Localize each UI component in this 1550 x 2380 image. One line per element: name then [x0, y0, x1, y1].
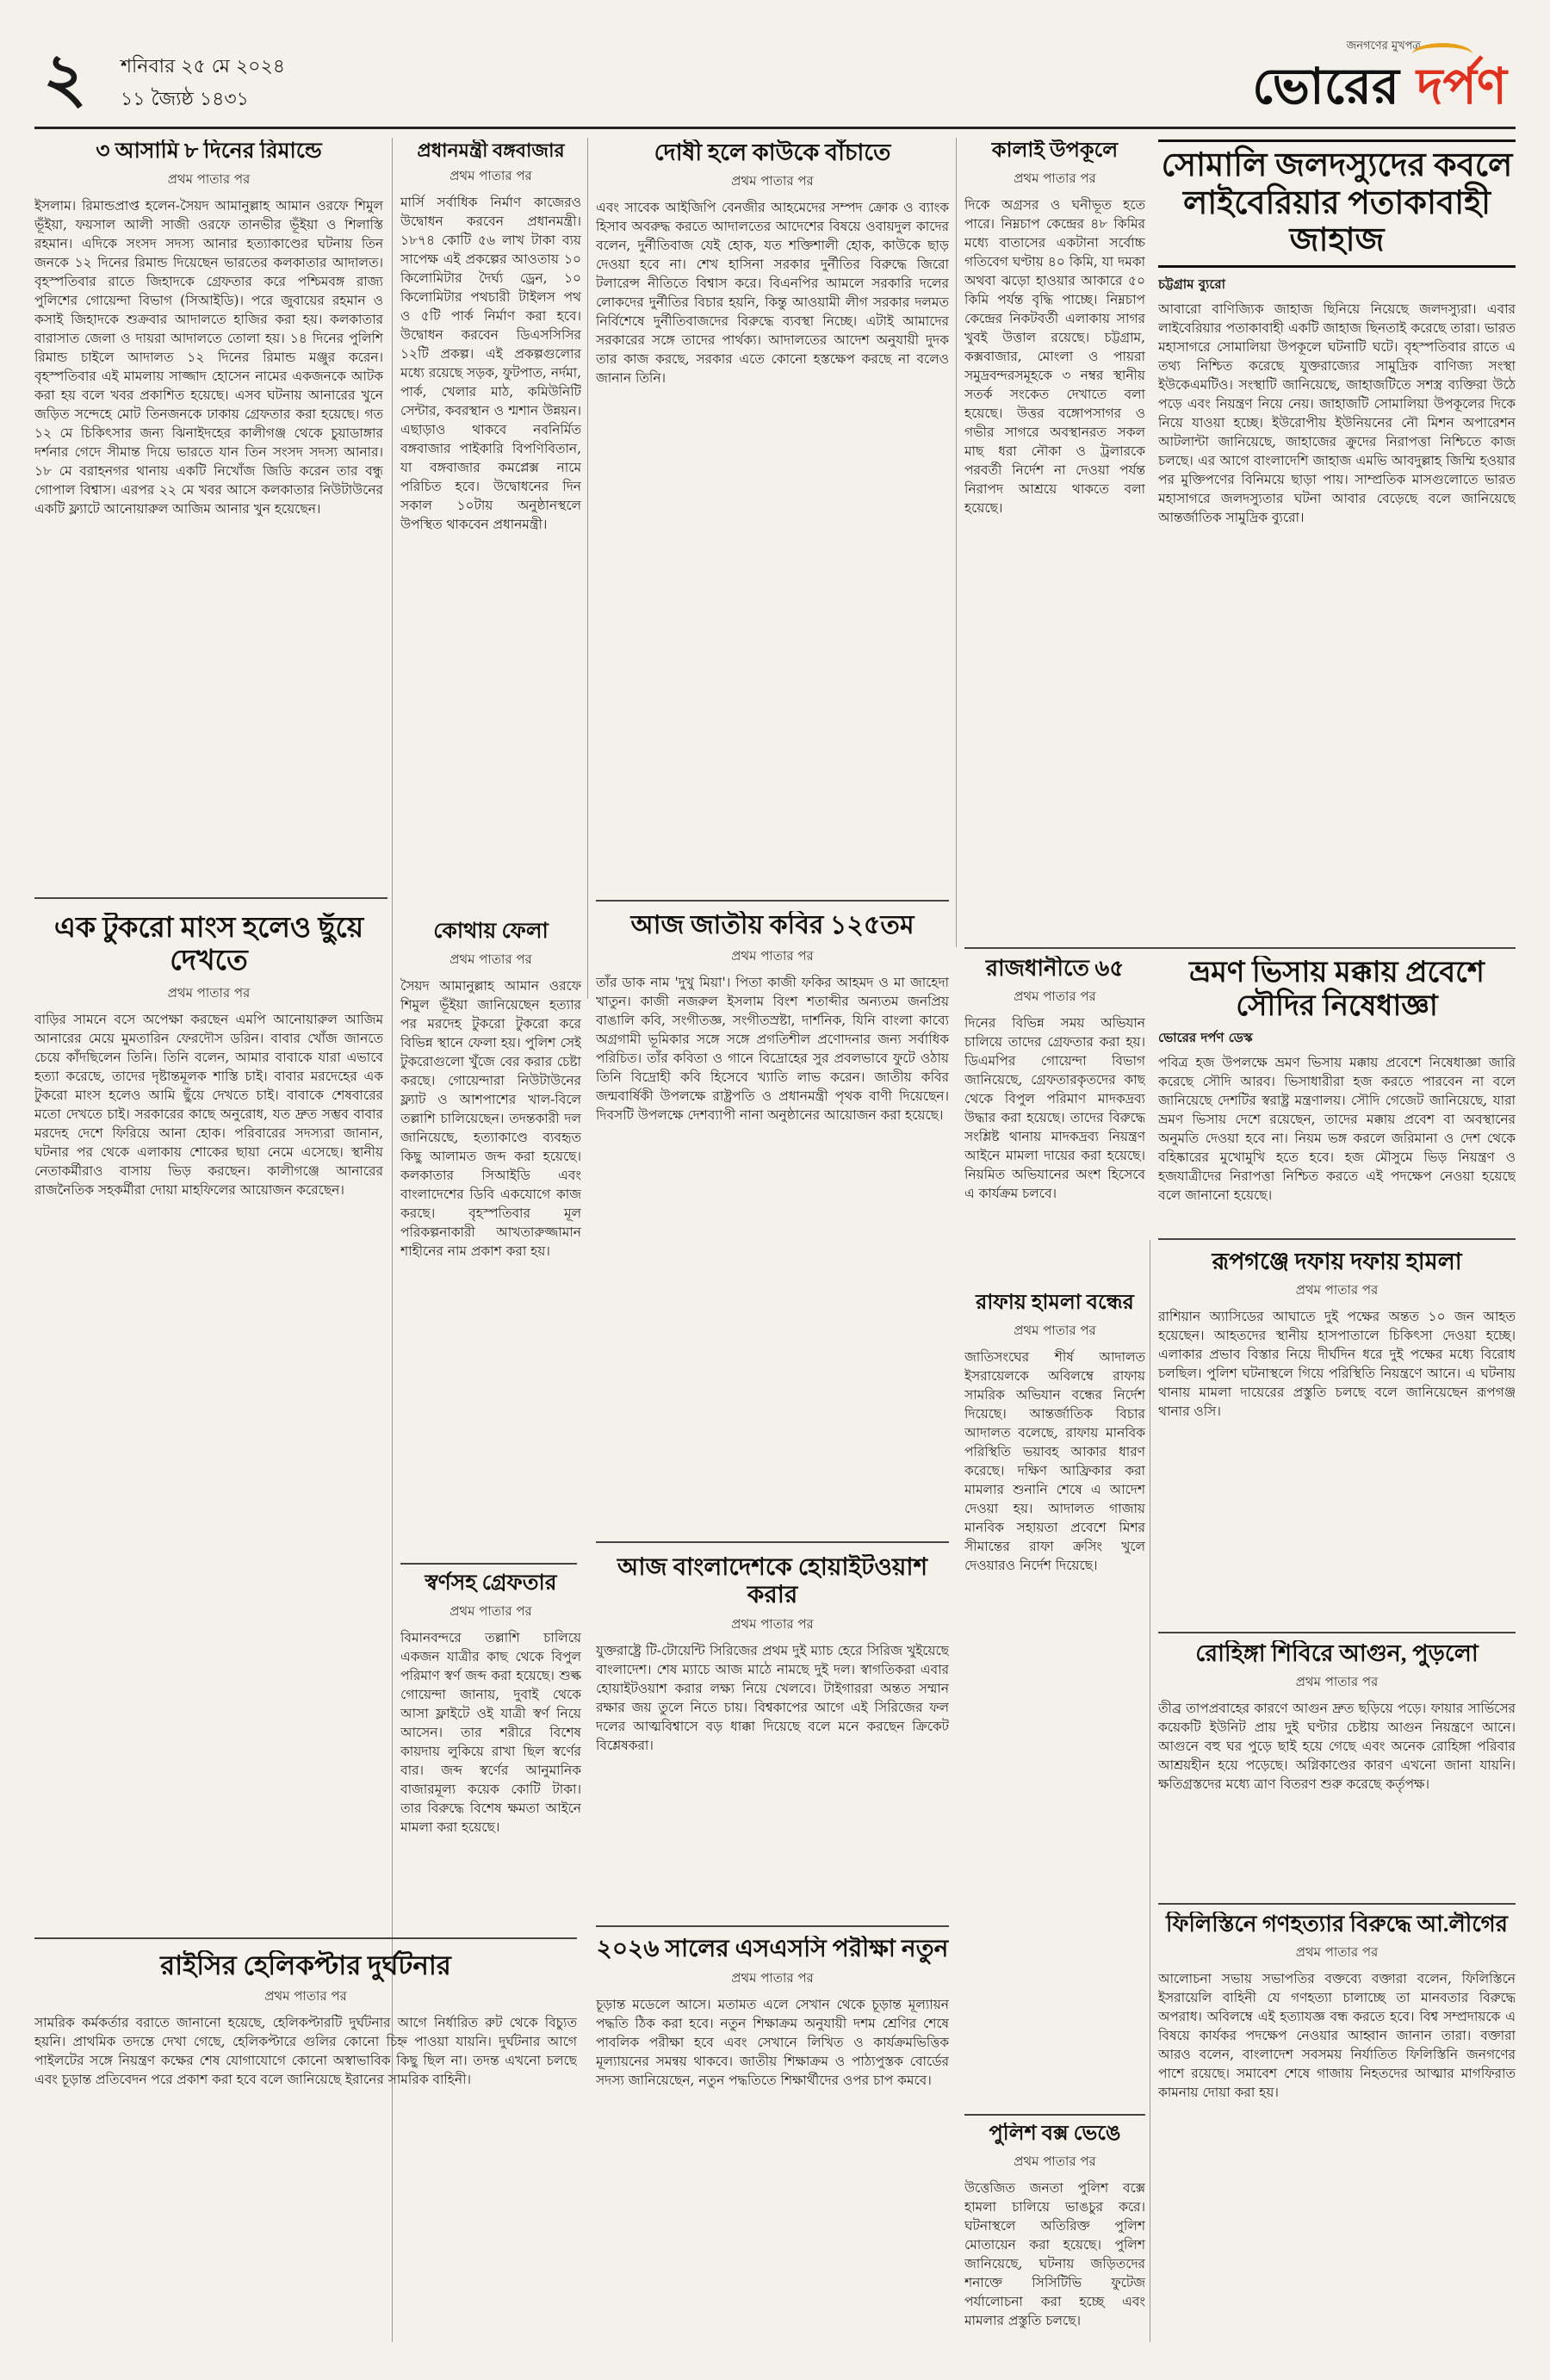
column-divider	[956, 138, 957, 947]
story-headline: রোহিঙ্গা শিবিরে আগুন, পুড়লো	[1195, 1640, 1479, 1666]
story-body: সামরিক কর্মকর্তার বরাতে জানানো হয়েছে, হেলিকপ্টারটি দুর্ঘটনার আগে নির্ধারিত রুট থেকে বিচ্যুত হয়নি। প্রাথমিক তদন্তে দেখা গেছে, হেলিকপ্টারে গুলির কোনো চিহ্ন পাওয়া যায়নি। দুর্ঘটনার আগে পাইলটের সঙ্গে নিয়ন্ত্রণ কক্ষের শেষ যোগাযোগে কোনো অস্বাভাবিক কিছু ছিল না। তদন্ত এখনো চলছে এবং চূড়ান্ত প্রতিবেদন পরে প্রকাশ করা হবে বলে জানিয়েছে ইরানের সামরিক বাহিনী।	[34, 2014, 577, 2087]
story-headline: পুলিশ বক্স ভেঙে	[989, 2123, 1121, 2145]
story-kicker: প্রথম পাতার পর	[1014, 170, 1096, 186]
story-palestine	[1158, 1912, 1516, 2351]
page-header	[34, 34, 1516, 129]
story-divider	[964, 2114, 1145, 2116]
story-headline: কালাই উপকূলে	[991, 139, 1119, 162]
story-shorno	[400, 1571, 581, 1924]
story-rupganj	[1158, 1249, 1516, 1627]
brand-name-part1: ভোরের	[1252, 57, 1399, 115]
story-helicopter	[34, 1950, 577, 2346]
story-divider	[964, 947, 1516, 949]
story-ssc	[596, 1936, 949, 2349]
story-somali	[1158, 139, 1516, 940]
story-kicker: প্রথম পাতার পর	[1295, 1943, 1379, 1960]
story-body: সৈয়দ আমানুল্লাহ আমান ওরফে শিমুল ভূঁইয়া জানিয়েছেন হত্যার পর মরদেহ টুকরো টুকরো করে বিভিন্ন স্থানে ফেলা হয়। পুলিশ সেই টুকরোগুলো খুঁজে বের করার চেষ্টা করছে। গোয়েন্দারা নিউটাউনের ফ্ল্যাট ও আশপাশের খাল-বিলে তল্লাশি চালিয়েছেন। তদন্তকারী দল জানিয়েছে, হত্যাকাণ্ডে ব্যবহৃত কিছু আলামত জব্দ করা হয়েছে। কলকাতার সিআইডি এবং বাংলাদেশের ডিবি একযোগে কাজ করছে। বৃহস্পতিবার মূল পরিকল্পনাকারী আখতারুজ্জামান শাহীনের নাম প্রকাশ করা হয়।	[400, 977, 581, 1259]
story-divider	[1158, 1238, 1516, 1240]
story-headline: ভ্রমণ ভিসায় মক্কায় প্রবেশে সৌদির নিষেধাজ্ঞা	[1189, 957, 1485, 1023]
headline-box	[1158, 139, 1516, 268]
story-divider	[596, 900, 949, 902]
story-police	[964, 2123, 1145, 2351]
story-body: উত্তেজিত জনতা পুলিশ বক্সে হামলা চালিয়ে ভাঙচুর করে। ঘটনাস্থলে অতিরিক্ত পুলিশ মোতায়েন করা হয়েছে। পুলিশ জানিয়েছে, ঘটনায় জড়িতদের শনাক্তে সিসিটিভি ফুটেজ পর্যালোচনা করা হচ্ছে এবং মামলার প্রস্তুতি চলছে।	[964, 2179, 1145, 2328]
masthead-logo	[1231, 38, 1507, 124]
story-headline: রাজধানীতে ৬৫	[985, 956, 1125, 981]
story-divider	[1158, 1903, 1516, 1905]
story-nazrul	[596, 911, 949, 1535]
story-divider	[596, 1925, 949, 1927]
story-headline: ২০২৬ সালের এসএসসি পরীক্ষা নতুন	[596, 1936, 949, 1962]
story-body: দিনের বিভিন্ন সময় অভিযান চালিয়ে তাদের গ্রেফতার করা হয়। ডিএমপির গোয়েন্দা বিভাগ জানিয়েছে, গ্রেফতারকৃতদের কাছ থেকে বিপুল পরিমাণ মাদকদ্রব্য উদ্ধার করা হয়েছে। তাদের বিরুদ্ধে সংশ্লিষ্ট থানায় মাদকদ্রব্য নিয়ন্ত্রণ আইনে মামলা দায়ের করা হয়েছে। নিয়মিত অভিযানের অংশ হিসেবে এ কার্যক্রম চলবে।	[964, 1014, 1145, 1201]
story-body: দিকে অগ্রসর ও ঘনীভূত হতে পারে। নিম্নচাপ কেন্দ্রের ৪৮ কিমির মধ্যে বাতাসের একটানা সর্বোচ্চ গতিবেগ ঘণ্টায় ৪০ কিমি, যা দমকা অথবা ঝড়ো হাওয়ার আকারে ৫০ কিমি পর্যন্ত বৃদ্ধি পাচ্ছে। নিম্নচাপ কেন্দ্রের নিকটবর্তী এলাকায় সাগর খুবই উত্তাল রয়েছে। চট্টগ্রাম, কক্সবাজার, মোংলা ও পায়রা সমুদ্রবন্দরসমূহকে ৩ নম্বর স্থানীয় সতর্ক সংকেত দেখাতে বলা হয়েছে। উত্তর বঙ্গোপসাগর ও গভীর সাগরে অবস্থানরত সকল মাছ ধরা নৌকা ও ট্রলারকে পরবর্তী নির্দেশ না দেওয়া পর্যন্ত নিরাপদ আশ্রয়ে থাকতে বলা হয়েছে।	[964, 196, 1145, 516]
story-kicker: প্রথম পাতার পর	[731, 1616, 814, 1633]
story-headline: ফিলিস্তিনে গণহত্যার বিরুদ্ধে আ.লীগের	[1166, 1912, 1508, 1937]
story-body: ইসলাম। রিমান্ডপ্রাপ্ত হলেন-সৈয়দ আমানুল্লাহ আমান ওরফে শিমুল ভূঁইয়া, ফয়সাল আলী সাজী ওরফে তানভীর ভূঁইয়া ও শিলাস্তি রহমান। এদিকে সংসদ সদস্য আনার হত্যাকাণ্ডের ঘটনায় তিন জনকে ১২ দিনের রিমান্ড দিয়েছেন ভারতের কলকাতার আদালত। বৃহস্পতিবার রাতে জিহাদকে গ্রেফতার করে পশ্চিমবঙ্গ রাজ্য পুলিশের গোয়েন্দা বিভাগ (সিআইডি)। পরে জুবায়ের রহমান ও কসাই জিহাদকে শুক্রবার আদালতে হাজির করা হয়। কলকাতার বারাসাত জেলা ও দায়রা আদালতে তোলা হয়। ১৪ দিনের পুলিশি রিমান্ড চাইলে আদালত ১২ দিনের রিমান্ড মঞ্জুর করেন। বৃহস্পতিবার এই মামলায় সাজ্জাদ হোসেন নামের একজনকে আটক করা হয় বলে খবর প্রকাশিত হয়েছে। এসব ঘটনায় আনারের খুনে জড়িত সন্দেহে মোট তিনজনকে ঢাকায় গ্রেফতার করা হয়েছে। গত ১২ মে চিকিৎসার জন্য ঝিনাইদহের কালীগঞ্জ থেকে চুয়াডাঙ্গার দর্শনার গেদে সীমান্ত দিয়ে ভারতে যান তিন সংসদ সদস্য আনার। ১৮ মে বরাহনগর থানায় একটি নিখোঁজ জিডি করেন তার বন্ধু গোপাল বিশ্বাস। এরপর ২২ মে খবর আসে কলকাতার নিউটাউনের একটি ফ্ল্যাটে আনোয়ারুল আজিম আনার খুন হয়েছেন।	[34, 197, 383, 517]
story-headline: কোথায় ফেলা	[433, 920, 549, 943]
masthead-swoosh-icon	[1412, 43, 1472, 65]
story-mangsho	[34, 913, 383, 1929]
story-kicker: প্রথম পাতার পর	[1295, 1674, 1379, 1690]
story-kicker: প্রথম পাতার পর	[1014, 988, 1096, 1004]
story-divider	[34, 897, 388, 899]
story-byline: ভোরের দর্পণ ডেস্ক	[1158, 1030, 1253, 1046]
story-remand	[34, 139, 383, 897]
story-headline: রূপগঞ্জে দফায় দফায় হামলা	[1212, 1249, 1462, 1274]
story-kicker: প্রথম পাতার পর	[450, 168, 532, 184]
story-headline: স্বর্ণসহ গ্রেফতার	[425, 1571, 557, 1595]
story-kicker: প্রথম পাতার পর	[450, 1602, 532, 1619]
story-kicker: প্রথম পাতার পর	[731, 1970, 814, 1986]
story-kicker: প্রথম পাতার পর	[1295, 1282, 1379, 1298]
column-divider	[587, 138, 588, 999]
story-kalai	[964, 139, 1145, 949]
story-body: চূড়ান্ত মডেলে আসে। মতামত এলে সেখান থেকে চূড়ান্ত মূল্যায়ন পদ্ধতি ঠিক করা হবে। নতুন শিক্ষাক্রম অনুযায়ী দশম শ্রেণির শেষে পাবলিক পরীক্ষা হবে এবং সেখানে লিখিত ও কার্যক্রমভিত্তিক মূল্যায়নের সমন্বয় থাকবে। জাতীয় শিক্ষাক্রম ও পাঠ্যপুস্তক বোর্ডের সদস্য জানিয়েছেন, নতুন পদ্ধতিতে শিক্ষার্থীদের ওপর চাপ কমবে।	[596, 1997, 949, 2089]
story-doshi	[596, 139, 949, 897]
story-divider	[34, 1937, 577, 1939]
story-divider	[596, 1541, 949, 1543]
story-headline: রাইসির হেলিকপ্টার দুর্ঘটনার	[160, 1950, 451, 1980]
brand-name	[1252, 57, 1507, 115]
story-kicker: প্রথম পাতার পর	[1014, 2153, 1096, 2169]
story-headline: এক টুকরো মাংস হলেও ছুঁয়ে দেখতে	[53, 913, 364, 976]
story-body: আলোচনা সভায় সভাপতির বক্তব্যে বক্তারা বলেন, ফিলিস্তিনে ইসরায়েলি বাহিনী যে গণহত্যা চালাচ্ছে তা মানবতার বিরুদ্ধে অপরাধ। অবিলম্বে এই হত্যাযজ্ঞ বন্ধ করতে হবে। বিশ্ব সম্প্রদায়কে এ বিষয়ে কার্যকর পদক্ষেপ নেওয়ার আহ্বান জানান তারা। বক্তারা আরও বলেন, বাংলাদেশ সবসময় নির্যাতিত ফিলিস্তিনি জনগণের পাশে রয়েছে। সমাবেশ শেষে গাজায় নিহতদের আত্মার মাগফিরাত কামনায় দোয়া করা হয়।	[1158, 1970, 1516, 2100]
story-kicker: প্রথম পাতার পর	[167, 984, 251, 1001]
story-headline: প্রধানমন্ত্রী বঙ্গবাজার	[417, 139, 565, 161]
page-number: ২	[43, 39, 87, 117]
story-headline: ৩ আসামি ৮ দিনের রিমান্ডে	[96, 139, 322, 163]
story-headline: দোষী হলে কাউকে বাঁচাতে	[654, 139, 891, 165]
story-body: জাতিসংঘের শীর্ষ আদালত ইসরায়েলকে অবিলম্বে রাফায় সামরিক অভিযান বন্ধের নির্দেশ দিয়েছে। আন্তর্জাতিক বিচার আদালত বলেছে, রাফায় মানবিক পরিস্থিতি ভয়াবহ আকার ধারণ করেছে। দক্ষিণ আফ্রিকার করা মামলার শুনানি শেষে এ আদেশ দেওয়া হয়। আদালত গাজায় মানবিক সহায়তা প্রবেশে মিশর সীমান্তের রাফা ক্রসিং খুলে দেওয়ারও নির্দেশ দিয়েছে।	[964, 1348, 1145, 1573]
story-body: বিমানবন্দরে তল্লাশি চালিয়ে একজন যাত্রীর কাছ থেকে বিপুল পরিমাণ স্বর্ণ জব্দ করা হয়েছে। শুল্ক গোয়েন্দা জানায়, দুবাই থেকে আসা ফ্লাইটে ওই যাত্রী স্বর্ণ নিয়ে আসেন। তার শরীরে বিশেষ কায়দায় লুকিয়ে রাখা ছিল স্বর্ণের বার। জব্দ স্বর্ণের আনুমানিক বাজারমূল্য কয়েক কোটি টাকা। তার বিরুদ্ধে বিশেষ ক্ষমতা আইনে মামলা করা হয়েছে।	[400, 1629, 581, 1835]
story-rohingya	[1158, 1640, 1516, 1899]
story-divider	[1158, 1632, 1516, 1633]
story-whitewash	[596, 1554, 949, 1916]
story-kicker: প্রথম পাতার পর	[731, 947, 814, 964]
story-kicker: প্রথম পাতার পর	[450, 951, 532, 967]
story-kothay	[400, 920, 581, 1557]
story-headline: রাফায় হামলা বন্ধের	[976, 1292, 1134, 1314]
story-body: এবং সাবেক আইজিপি বেনজীর আহমেদের সম্পদ ক্রোক ও ব্যাংক হিসাব অবরুদ্ধ করতে আদালতের আদেশের বিষয়ে ওবায়দুল কাদের বলেন, দুর্নীতিবাজ যেই হোক, যত শক্তিশালী হোক, কাউকে ছাড় দেওয়া হবে না। শেখ হাসিনা সরকার দুর্নীতির বিরুদ্ধে জিরো টলারেন্স নীতিতে বিশ্বাস করে। বিএনপির আমলে সরকারি দলের লোকদের দুর্নীতির বিচার হয়নি, কিন্তু আওয়ামী লীগ সরকার দলমত নির্বিশেষে দুর্নীতিবাজদের বিরুদ্ধে ব্যবস্থা নিচ্ছে। এটাই আমাদের সরকারের সঙ্গে তাদের পার্থক্য। আদালতের আদেশ অনুযায়ী দুদক তার কাজ করছে, সরকার এতে কোনো হস্তক্ষেপ করছে না বলেও জানান তিনি।	[596, 200, 949, 387]
story-headline: আজ বাংলাদেশকে হোয়াইটওয়াশ করার	[617, 1554, 928, 1609]
story-body: পবিত্র হজ উপলক্ষে ভ্রমণ ভিসায় মক্কায় প্রবেশে নিষেধাজ্ঞা জারি করেছে সৌদি আরব। ভিসাধারীরা হজ করতে পারবেন না বলে জানিয়েছে দেশটির স্বরাষ্ট্র মন্ত্রণালয়। সৌদি গেজেট জানিয়েছে, যারা ভ্রমণ ভিসায় দেশে রয়েছেন, তাদের মক্কায় প্রবেশ বা অবস্থানের অনুমতি দেওয়া হবে না। নিয়ম ভঙ্গ করলে জরিমানা ও দেশ থেকে বহিষ্কারের মুখোমুখি হতে হবে। হজ মৌসুমে ভিড় নিয়ন্ত্রণ ও হজযাত্রীদের নিরাপত্তা নিশ্চিত করতে এই পদক্ষেপ নেওয়া হয়েছে বলে জানানো হয়েছে।	[1158, 1055, 1516, 1204]
story-byline: চট্টগ্রাম ব্যুরো	[1158, 276, 1226, 293]
story-headline: সোমালি জলদস্যুদের কবলে লাইবেরিয়ার পতাকাবাহী জাহাজ	[1161, 147, 1513, 259]
story-umrah	[1158, 956, 1516, 1231]
brand-tagline: জনগণের মুখপত্র	[1346, 40, 1421, 53]
story-bangabazar	[400, 139, 581, 897]
story-body: আবারো বাণিজ্যিক জাহাজ ছিনিয়ে নিয়েছে জলদস্যুরা। এবার লাইবেরিয়ার পতাকাবাহী একটি জাহাজ ছিনতাই করেছে তারা। ভারত মহাসাগরে সোমালিয়া উপকূলে ঘটনাটি ঘটে। বৃহস্পতিবার রাতে এ তথ্য নিশ্চিত করেছে যুক্তরাজ্যের সামুদ্রিক বাণিজ্য সংস্থা ইউকেএমটিও। সংস্থাটি জানিয়েছে, জাহাজটিতে সশস্ত্র ব্যক্তিরা উঠে পড়ে এবং নিয়ন্ত্রণ নিয়ে নেয়। জাহাজটি সোমালিয়া উপকূলের দিকে নিয়ে যাওয়া হচ্ছে। ইউরোপীয় ইউনিয়নের নৌ মিশন অপারেশন আটলান্টা জানিয়েছে, জাহাজের ক্রুদের নিরাপত্তা নিশ্চিতে কাজ চলছে। এর আগে বাংলাদেশি জাহাজ এমভি আবদুল্লাহ জিম্মি হওয়ার পর মুক্তিপণের বিনিময়ে ছাড়া পায়। সাম্প্রতিক মাসগুলোতে ভারত মহাসাগরে জলদস্যুতার ঘটনা আবার বেড়েছে বলে জানিয়েছে আন্তর্জাতিক সামুদ্রিক ব্যুরো।	[1158, 301, 1516, 526]
story-headline: আজ জাতীয় কবির ১২৫তম	[630, 911, 914, 939]
story-rafah	[964, 1292, 1145, 2110]
story-kicker: প্রথম পাতার পর	[731, 173, 814, 189]
story-body: রাশিয়ান অ্যাসিডের আঘাতে দুই পক্ষের অন্তত ১০ জন আহত হয়েছেন। আহতদের স্থানীয় হাসপাতালে চিকিৎসা দেওয়া হচ্ছে। এলাকার প্রভাব বিস্তার নিয়ে দীর্ঘদিন ধরে দুই পক্ষের মধ্যে বিরোধ চলছিল। পুলিশ ঘটনাস্থলে গিয়ে পরিস্থিতি নিয়ন্ত্রণে আনে। এ ঘটনায় থানায় মামলা দায়েরের প্রস্তুতি চলছে বলে জানিয়েছেন রূপগঞ্জ থানার ওসি।	[1158, 1309, 1516, 1420]
story-body: তাঁর ডাক নাম 'দুখু মিয়া'। পিতা কাজী ফকির আহমদ ও মা জাহেদা খাতুন। কাজী নজরুল ইসলাম বিংশ শতাব্দীর অন্যতম জনপ্রিয় বাঙালি কবি, সংগীতজ্ঞ, সংগীতস্রষ্টা, দার্শনিক, যিনি বাংলা কাব্যে অগ্রগামী ভূমিকার সঙ্গে সঙ্গে প্রগতিশীল প্রণোদনার জন্য সর্বাধিক পরিচিত। তাঁর কবিতা ও গানে বিদ্রোহের সুর প্রবলভাবে ফুটে ওঠায় তিনি বিদ্রোহী কবি হিসেবে খ্যাতি লাভ করেন। জাতীয় কবির জন্মবার্ষিকী উপলক্ষে রাষ্ট্রপতি ও প্রধানমন্ত্রী পৃথক বাণী দিয়েছেন। দিবসটি উপলক্ষে দেশব্যাপী নানা অনুষ্ঠানের আয়োজন করা হয়েছে।	[596, 974, 949, 1123]
story-body: তীব্র তাপপ্রবাহের কারণে আগুন দ্রুত ছড়িয়ে পড়ে। ফায়ার সার্ভিসের কয়েকটি ইউনিট প্রায় দুই ঘণ্টার চেষ্টায় আগুন নিয়ন্ত্রণে আনে। আগুনে বহু ঘর পুড়ে ছাই হয়ে গেছে এবং অনেক রোহিঙ্গা পরিবার আশ্রয়হীন হয়ে পড়েছে। অগ্নিকাণ্ডের কারণ এখনো জানা যায়নি। ক্ষতিগ্রস্তদের মধ্যে ত্রাণ বিতরণ শুরু করেছে কর্তৃপক্ষ।	[1158, 1701, 1516, 1793]
story-kicker: প্রথম পাতার পর	[167, 170, 251, 187]
publication-date: শনিবার ২৫ মে ২০২৪	[121, 56, 286, 77]
story-body: মার্সি সর্বাধিক নির্মাণ কাজেরও উদ্বোধন করবেন প্রধানমন্ত্রী। ১৮৭৪ কোটি ৫৬ লাখ টাকা ব্যয় সাপেক্ষ এই প্রকল্পের আওতায় ১০ কিলোমিটার দৈর্ঘ্য ড্রেন, ১০ কিলোমিটার পথচারী টাইলস পথ ও ৫টি পার্ক নির্মাণ করা হবে। উদ্বোধন করবেন ডিএসসিসির ১২টি প্রকল্প। এই প্রকল্পগুলোর মধ্যে রয়েছে সড়ক, ফুটপাত, নর্দমা, পার্ক, খেলার মাঠ, কমিউনিটি সেন্টার, কবরস্থান ও শ্মশান উন্নয়ন। এছাড়াও থাকবে নবনির্মিত বঙ্গবাজার পাইকারি বিপণিবিতান, যা বঙ্গবাজার কমপ্লেক্স নামে পরিচিত হবে। উদ্বোধনের দিন সকাল ১০টায় অনুষ্ঠানস্থলে উপস্থিত থাকবেন প্রধানমন্ত্রী।	[400, 195, 581, 533]
story-body: বাড়ির সামনে বসে অপেক্ষা করছেন এমপি আনোয়ারুল আজিম আনারের মেয়ে মুমতারিন ফেরদৌস ডরিন। বাবার খোঁজ জানতে চেয়ে কাঁদছিলেন তিনি। তিনি বলেন, আমার বাবাকে যারা এভাবে হত্যা করেছে, তাদের দৃষ্টান্তমূলক শাস্তি চাই। বাবার মরদেহের এক টুকরো মাংস হলেও আমি ছুঁয়ে দেখতে চাই। বাবাকে শেষবারের মতো দেখতে চাই। সরকারের কাছে অনুরোধ, যত দ্রুত সম্ভব বাবার মরদেহ দেশে ফিরিয়ে আনা হোক। পরিবারের সদস্যরা জানান, ঘটনার পর থেকে এলাকায় শোকের ছায়া নেমে এসেছে। স্থানীয় নেতাকর্মীরাও বাসায় ভিড় করছেন। কালীগঞ্জে আনারের রাজনৈতিক সহকর্মীরা দোয়া মাহফিলের আয়োজন করেছেন।	[34, 1011, 383, 1198]
story-kicker: প্রথম পাতার পর	[264, 1987, 347, 2004]
brand-name-part2: দর্পণ	[1417, 57, 1507, 115]
story-kicker: প্রথম পাতার পর	[1014, 1322, 1096, 1338]
story-divider	[400, 1563, 577, 1565]
story-body: যুক্তরাষ্ট্রে টি-টোয়েন্টি সিরিজের প্রথম দুই ম্যাচ হেরে সিরিজ খুইয়েছে বাংলাদেশ। শেষ ম্যাচে আজ মাঠে নামছে দুই দল। স্বাগতিকরা এবার হোয়াইটওয়াশ করার লক্ষ্য নিয়ে খেলবে। টাইগাররা অন্তত সম্মান রক্ষার জয় তুলে নিতে চায়। বিশ্বকাপের আগে এই সিরিজের ফল দলের আত্মবিশ্বাসে বড় ধাক্কা দিয়েছে বলে মনে করছেন ক্রিকেট বিশ্লেষকরা।	[596, 1643, 949, 1754]
story-rajdhani	[964, 956, 1145, 1283]
bangla-calendar-date: ১১ জ্যৈষ্ঠ ১৪৩১	[121, 89, 249, 110]
